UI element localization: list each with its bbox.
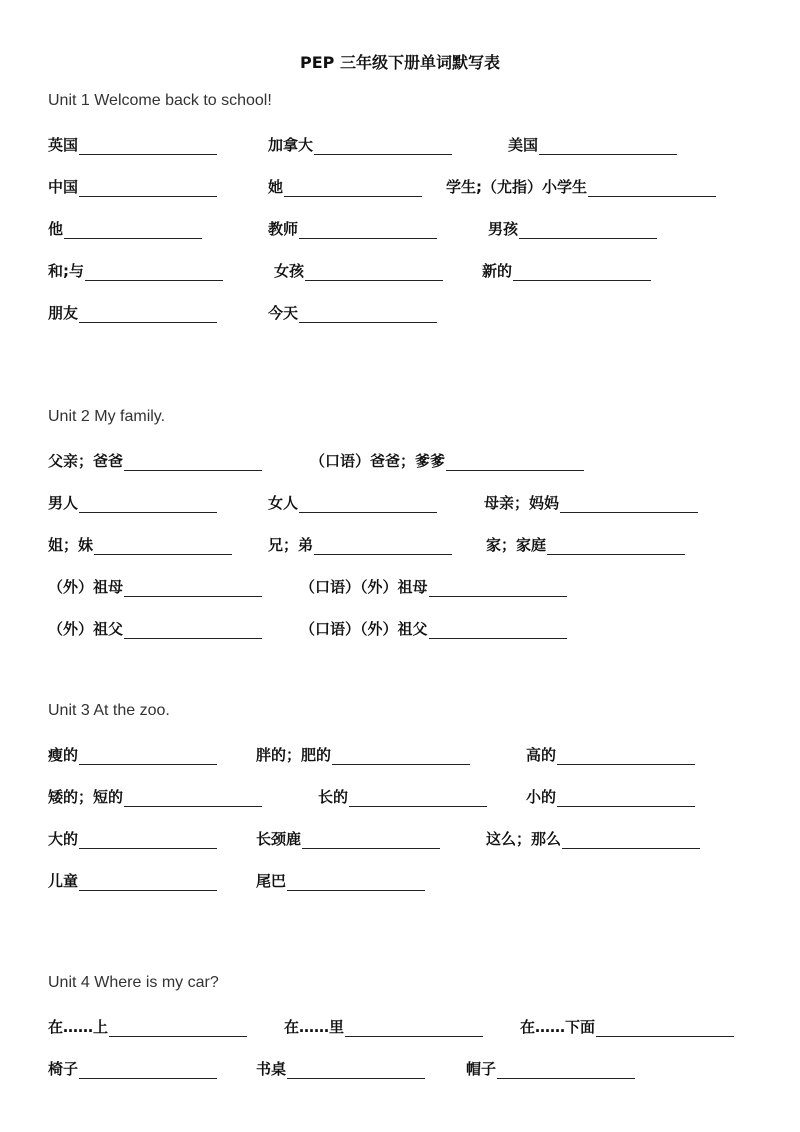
answer-blank[interactable] <box>332 746 470 765</box>
unit-3-row-2 <box>48 786 788 810</box>
unit-2-row-1 <box>48 450 788 474</box>
answer-blank[interactable] <box>287 872 425 891</box>
answer-blank[interactable] <box>79 1060 217 1079</box>
vocab-item <box>318 786 487 807</box>
answer-blank[interactable] <box>79 746 217 765</box>
unit-1-row-5 <box>48 302 788 326</box>
answer-blank[interactable] <box>305 262 443 281</box>
unit-2-row-4 <box>48 576 788 600</box>
answer-blank[interactable] <box>562 830 700 849</box>
vocab-item <box>488 218 657 239</box>
vocab-label: 中国 <box>48 178 79 196</box>
vocab-label: 新的 <box>482 262 513 280</box>
vocab-item <box>256 870 425 891</box>
answer-blank[interactable] <box>429 620 567 639</box>
vocab-label: 他 <box>48 220 64 238</box>
answer-blank[interactable] <box>299 494 437 513</box>
vocab-label: （外）祖父 <box>48 620 124 638</box>
vocab-item <box>48 176 217 197</box>
vocab-item <box>300 618 567 639</box>
vocab-item <box>48 870 217 891</box>
vocab-label: 和;与 <box>48 262 84 280</box>
vocab-item <box>526 744 695 765</box>
vocab-label: 矮的；短的 <box>48 788 124 806</box>
vocab-label: 在……里 <box>284 1018 345 1036</box>
vocab-label: 长的 <box>318 788 349 806</box>
answer-blank[interactable] <box>429 578 567 597</box>
vocab-label: 父亲；爸爸 <box>48 452 124 470</box>
unit-1-row-4 <box>48 260 788 284</box>
vocab-item <box>268 134 452 155</box>
vocab-label: （外）祖母 <box>48 578 124 596</box>
answer-blank[interactable] <box>85 262 223 281</box>
vocab-label: 她 <box>268 178 284 196</box>
vocab-item <box>268 302 437 323</box>
vocab-label: 家；家庭 <box>486 536 547 554</box>
vocab-item <box>48 786 262 807</box>
answer-blank[interactable] <box>124 578 262 597</box>
unit-2-heading: Unit 2 My family. <box>48 408 166 425</box>
vocab-item <box>48 1058 217 1079</box>
vocab-item <box>48 450 262 471</box>
vocab-item <box>526 786 695 807</box>
vocab-item <box>486 828 700 849</box>
vocab-item <box>300 576 567 597</box>
vocab-label: 书桌 <box>256 1060 287 1078</box>
vocab-item <box>466 1058 635 1079</box>
vocab-item <box>268 218 437 239</box>
answer-blank[interactable] <box>79 830 217 849</box>
answer-blank[interactable] <box>547 536 685 555</box>
vocab-item <box>508 134 677 155</box>
vocab-label: 英国 <box>48 136 79 154</box>
answer-blank[interactable] <box>539 136 677 155</box>
vocab-label: 加拿大 <box>268 136 314 154</box>
vocab-item <box>486 534 685 555</box>
vocab-label: 在……下面 <box>520 1018 596 1036</box>
vocab-label: 长颈鹿 <box>256 830 302 848</box>
vocab-item <box>482 260 651 281</box>
vocab-item <box>48 576 262 597</box>
answer-blank[interactable] <box>588 178 716 197</box>
vocab-label: 教师 <box>268 220 299 238</box>
answer-blank[interactable] <box>79 494 217 513</box>
unit-2-row-2 <box>48 492 788 516</box>
vocab-item <box>446 176 716 197</box>
unit-1-heading: Unit 1 Welcome back to school! <box>48 92 272 109</box>
vocab-label: 瘦的 <box>48 746 79 764</box>
answer-blank[interactable] <box>314 136 452 155</box>
answer-blank[interactable] <box>519 220 657 239</box>
vocab-item <box>48 218 202 239</box>
answer-blank[interactable] <box>124 452 262 471</box>
vocab-item <box>268 534 452 555</box>
unit-3-row-3 <box>48 828 788 852</box>
answer-blank[interactable] <box>302 830 440 849</box>
vocab-label: 男人 <box>48 494 79 512</box>
vocab-label: 帽子 <box>466 1060 497 1078</box>
vocab-item <box>256 828 440 849</box>
vocab-item <box>268 176 422 197</box>
vocab-item <box>256 744 470 765</box>
unit-3-row-1 <box>48 744 788 768</box>
unit-2-row-5 <box>48 618 788 642</box>
unit-3-row-4 <box>48 870 788 894</box>
answer-blank[interactable] <box>349 788 487 807</box>
unit-1-row-1 <box>48 134 788 158</box>
vocab-label: 椅子 <box>48 1060 79 1078</box>
vocab-label: （口语）爸爸；爹爹 <box>310 452 446 470</box>
answer-blank[interactable] <box>557 788 695 807</box>
unit-4-row-1 <box>48 1016 788 1040</box>
answer-blank[interactable] <box>284 178 422 197</box>
answer-blank[interactable] <box>446 452 584 471</box>
unit-1-row-3 <box>48 218 788 242</box>
vocab-label: 胖的；肥的 <box>256 746 332 764</box>
unit-1-row-2 <box>48 176 788 200</box>
vocab-label: 兄；弟 <box>268 536 314 554</box>
vocab-label: 姐；妹 <box>48 536 94 554</box>
unit-2-row-3 <box>48 534 788 558</box>
vocab-label: 女孩 <box>274 262 305 280</box>
vocab-item <box>48 618 262 639</box>
vocab-label: 母亲；妈妈 <box>484 494 560 512</box>
answer-blank[interactable] <box>596 1018 734 1037</box>
unit-3-heading: Unit 3 At the zoo. <box>48 702 170 719</box>
vocab-label: 儿童 <box>48 872 79 890</box>
answer-blank[interactable] <box>79 178 217 197</box>
answer-blank[interactable] <box>94 536 232 555</box>
answer-blank[interactable] <box>79 136 217 155</box>
vocab-label: 朋友 <box>48 304 79 322</box>
vocab-item <box>48 1016 247 1037</box>
vocab-label: 男孩 <box>488 220 519 238</box>
answer-blank[interactable] <box>345 1018 483 1037</box>
vocab-item <box>48 828 217 849</box>
answer-blank[interactable] <box>124 788 262 807</box>
vocab-item <box>48 534 232 555</box>
vocab-label: （口语）（外）祖母 <box>300 578 428 596</box>
answer-blank[interactable] <box>287 1060 425 1079</box>
answer-blank[interactable] <box>79 304 217 323</box>
vocab-label: 大的 <box>48 830 79 848</box>
vocab-item <box>484 492 698 513</box>
answer-blank[interactable] <box>560 494 698 513</box>
vocab-label: 女人 <box>268 494 299 512</box>
vocab-item <box>256 1058 425 1079</box>
vocab-label: 在……上 <box>48 1018 109 1036</box>
answer-blank[interactable] <box>299 304 437 323</box>
vocab-label: 学生;（尤指）小学生 <box>446 178 587 196</box>
vocab-label: 今天 <box>268 304 299 322</box>
vocab-item <box>48 134 217 155</box>
vocab-item <box>268 492 437 513</box>
answer-blank[interactable] <box>513 262 651 281</box>
unit-4-heading: Unit 4 Where is my car? <box>48 974 219 991</box>
answer-blank[interactable] <box>497 1060 635 1079</box>
vocab-item <box>520 1016 734 1037</box>
vocab-item <box>48 744 217 765</box>
answer-blank[interactable] <box>299 220 437 239</box>
vocab-item <box>274 260 443 281</box>
vocab-label: 高的 <box>526 746 557 764</box>
vocab-item <box>48 492 217 513</box>
answer-blank[interactable] <box>64 220 202 239</box>
answer-blank[interactable] <box>124 620 262 639</box>
page-title: PEP 三年级下册单词默写表 <box>300 53 500 72</box>
vocab-label: 小的 <box>526 788 557 806</box>
vocab-label: 尾巴 <box>256 872 287 890</box>
vocab-item <box>310 450 584 471</box>
vocab-item <box>284 1016 483 1037</box>
answer-blank[interactable] <box>557 746 695 765</box>
answer-blank[interactable] <box>79 872 217 891</box>
unit-4-row-2 <box>48 1058 788 1082</box>
answer-blank[interactable] <box>314 536 452 555</box>
vocab-label: 美国 <box>508 136 539 154</box>
vocab-label: 这么；那么 <box>486 830 562 848</box>
vocab-item <box>48 302 217 323</box>
vocab-label: （口语）（外）祖父 <box>300 620 428 638</box>
answer-blank[interactable] <box>109 1018 247 1037</box>
vocab-item <box>48 260 223 281</box>
